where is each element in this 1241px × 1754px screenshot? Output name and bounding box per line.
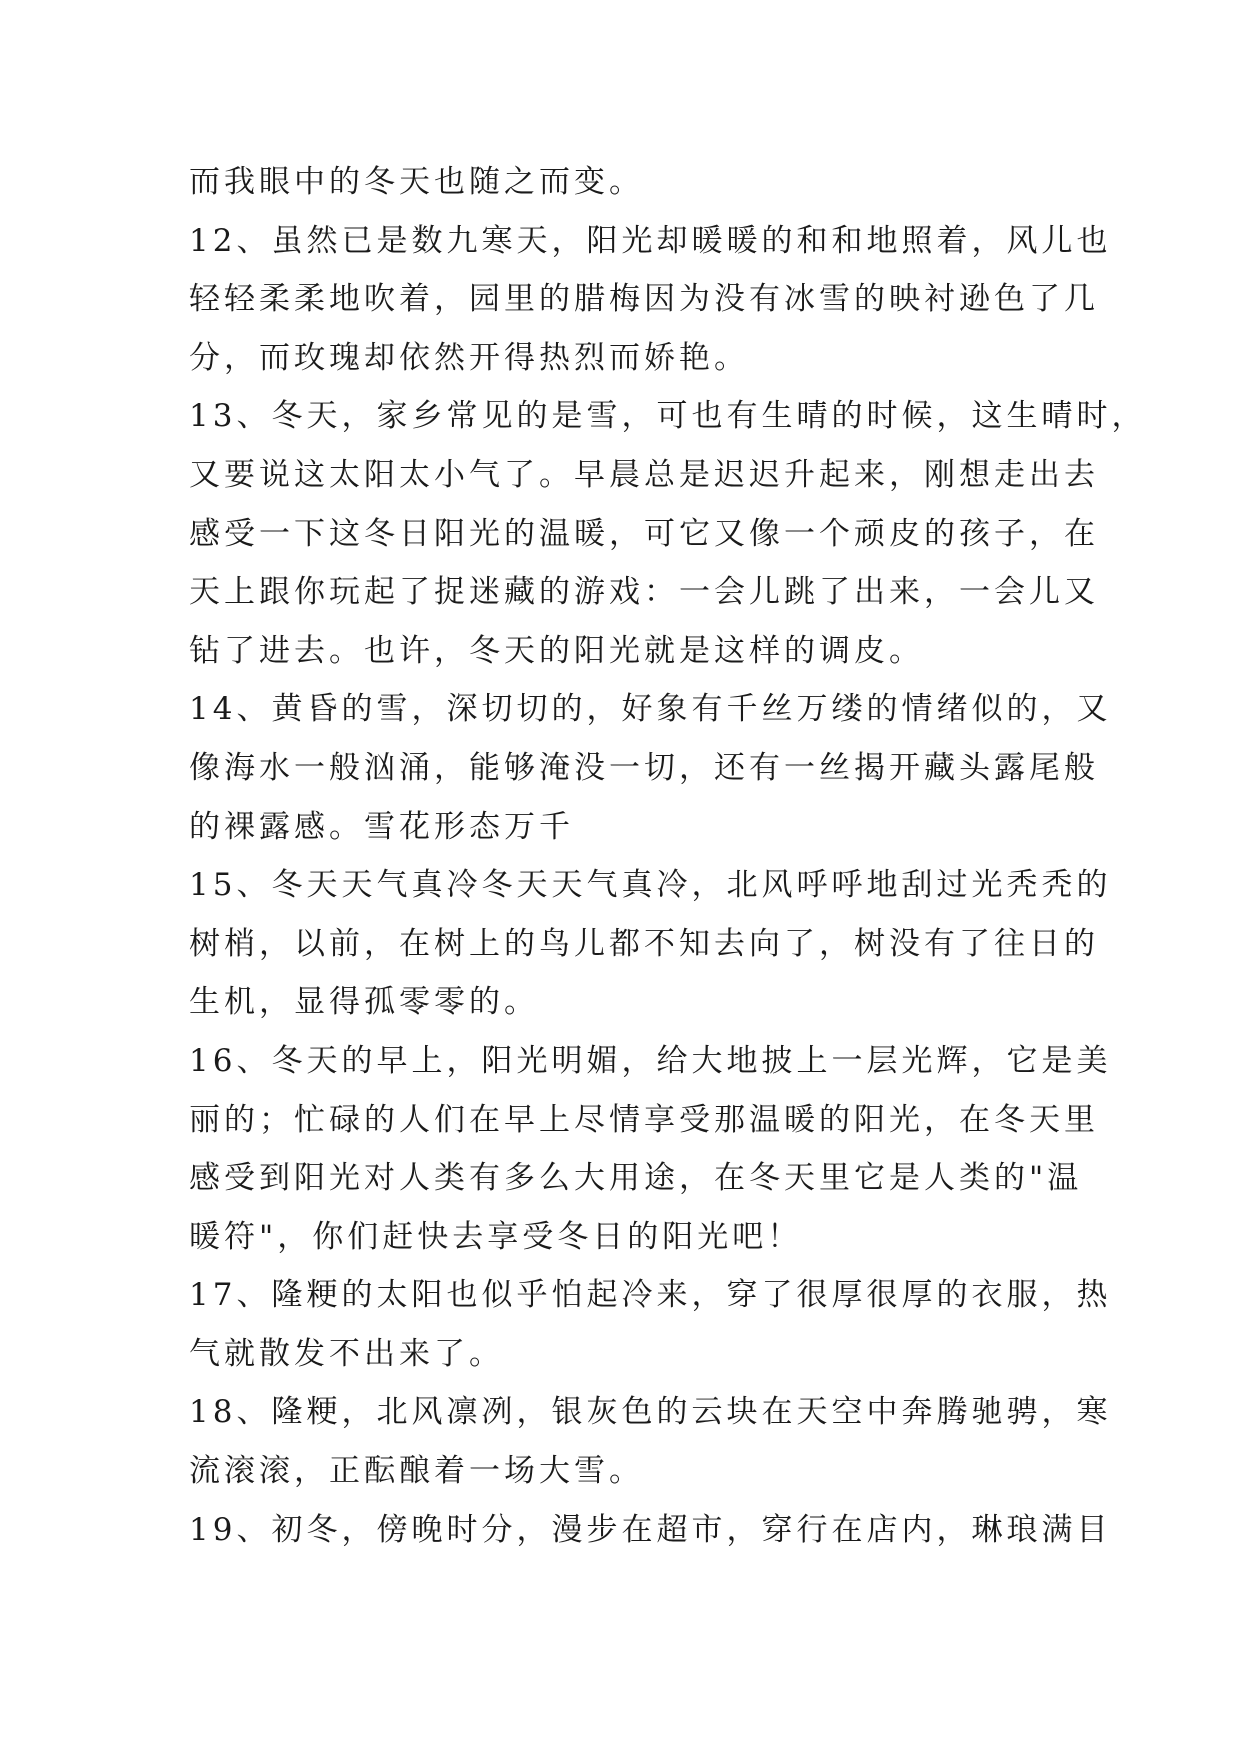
text-line: 感受到阳光对人类有多么大用途，在冬天里它是人类的"温 (189, 1160, 1083, 1197)
text-line: 12、虽然已是数九寒天，阳光却暖暖的和和地照着，风儿也 (189, 222, 1112, 259)
body-text (189, 153, 1147, 1559)
text-line: 16、冬天的早上，阳光明媚，给大地披上一层光辉，它是美 (189, 1042, 1112, 1079)
text-line: 18、隆粳，北风凛冽，银灰色的云块在天空中奔腾驰骋，寒 (189, 1394, 1112, 1431)
text-line: 而我眼中的冬天也随之而变。 (189, 164, 644, 200)
text-line: 天上跟你玩起了捉迷藏的游戏：一会儿跳了出来，一会儿又 (189, 574, 1099, 611)
text-line: 生机，显得孤零零的。 (189, 984, 539, 1021)
text-line: 像海水一般汹涌，能够淹没一切，还有一丝揭开藏头露尾般 (189, 749, 1099, 786)
text-line: 感受一下这冬日阳光的温暖，可它又像一个顽皮的孩子，在 (189, 515, 1099, 552)
text-line: 暖符"，你们赶快去享受冬日的阳光吧！ (189, 1218, 803, 1255)
text-line: 的裸露感。雪花形态万千 (189, 808, 574, 845)
text-line: 又要说这太阳太小气了。早晨总是迟迟升起来，刚想走出去 (189, 456, 1099, 493)
text-line: 轻轻柔柔地吹着，园里的腊梅因为没有冰雪的映衬逊色了几 (189, 281, 1099, 318)
text-line: 丽的；忙碌的人们在早上尽情享受那温暖的阳光，在冬天里 (189, 1101, 1099, 1138)
text-line: 15、冬天天气真冷冬天天气真冷，北风呼呼地刮过光秃秃的 (189, 867, 1112, 904)
text-line: 14、黄昏的雪，深切切的，好象有千丝万缕的情绪似的，又 (189, 691, 1112, 728)
text-line: 气就散发不出来了。 (189, 1335, 504, 1372)
text-line: 钻了进去。也许，冬天的阳光就是这样的调皮。 (189, 632, 924, 669)
text-line: 19、初冬，傍晚时分，漫步在超市，穿行在店内，琳琅满目 (189, 1511, 1112, 1548)
text-line: 树梢，以前，在树上的鸟儿都不知去向了，树没有了往日的 (189, 925, 1099, 962)
text-line: 流滚滚，正酝酿着一场大雪。 (189, 1453, 644, 1490)
text-line: 17、隆粳的太阳也似乎怕起冷来，穿了很厚很厚的衣服，热 (189, 1277, 1112, 1314)
text-line: 13、冬天，家乡常见的是雪，可也有生晴的时候，这生晴时， (189, 398, 1147, 435)
text-line: 分，而玫瑰却依然开得热烈而娇艳。 (189, 339, 749, 376)
